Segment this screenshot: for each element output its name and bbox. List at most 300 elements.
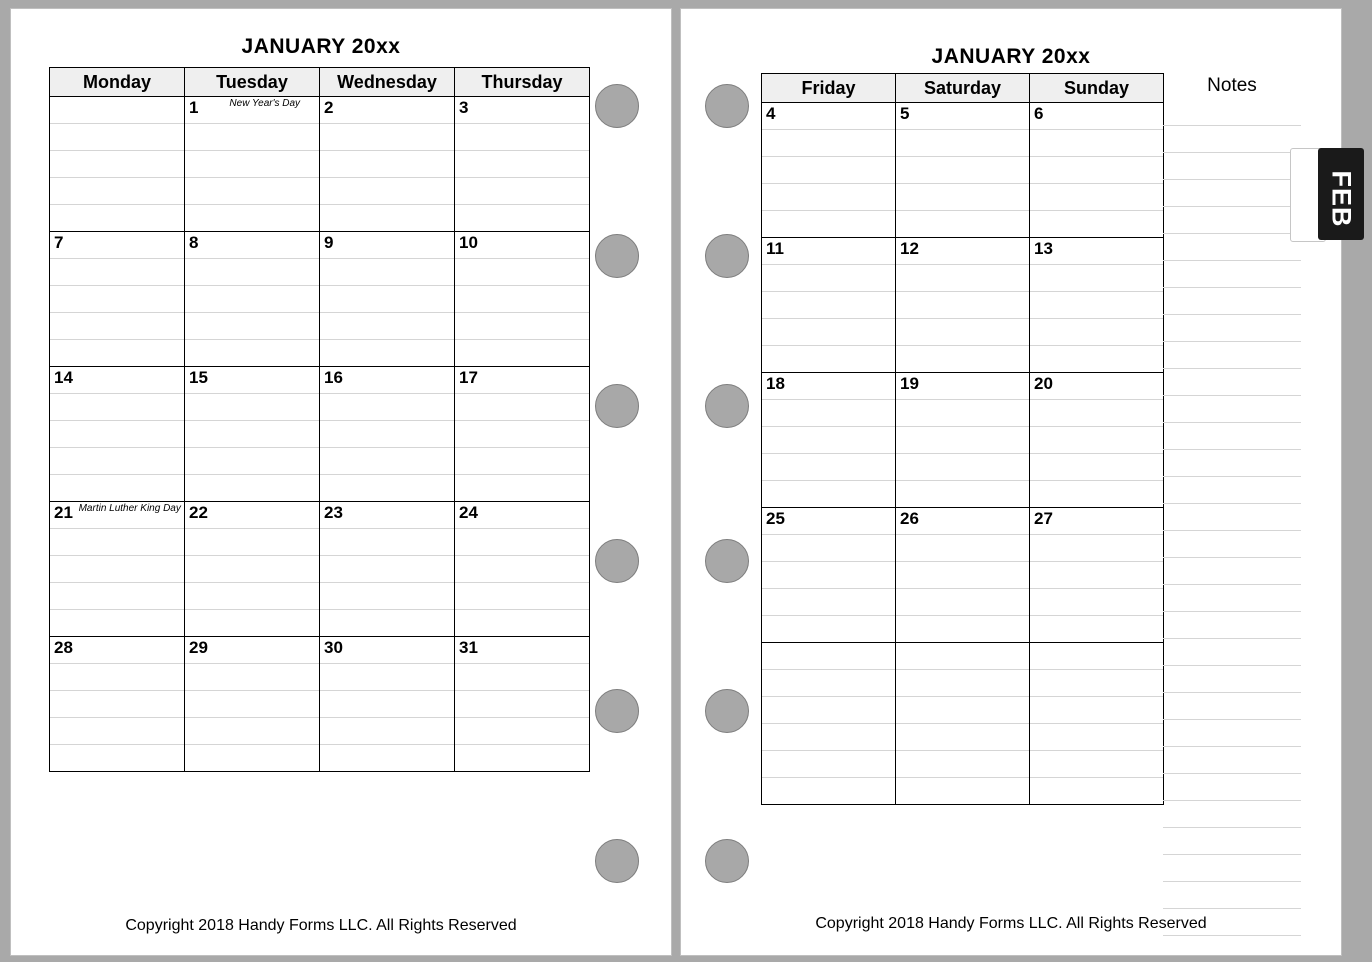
day-cell[interactable] — [50, 637, 185, 664]
write-line[interactable] — [50, 340, 185, 367]
day-number: 24 — [459, 503, 478, 522]
day-cell[interactable] — [1030, 508, 1164, 535]
write-line[interactable] — [762, 346, 896, 373]
note-line[interactable] — [1163, 774, 1301, 801]
day-cell[interactable] — [185, 367, 320, 394]
table-row — [762, 616, 1164, 643]
day-cell[interactable] — [320, 97, 455, 124]
write-line[interactable] — [896, 589, 1030, 616]
note-line[interactable] — [1163, 450, 1301, 477]
write-line[interactable] — [896, 562, 1030, 589]
left-header-row — [50, 68, 590, 97]
table-row — [762, 778, 1164, 805]
write-line[interactable] — [762, 535, 896, 562]
table-row — [50, 421, 590, 448]
write-line[interactable] — [185, 745, 320, 772]
table-row — [762, 724, 1164, 751]
write-line[interactable] — [50, 610, 185, 637]
table-row — [762, 184, 1164, 211]
write-line[interactable] — [896, 319, 1030, 346]
write-line[interactable] — [50, 151, 185, 178]
binder-hole — [705, 84, 749, 128]
day-cell[interactable] — [185, 502, 320, 529]
table-row — [762, 211, 1164, 238]
day-cell[interactable] — [185, 232, 320, 259]
day-number: 1 — [189, 98, 199, 117]
write-line[interactable] — [896, 751, 1030, 778]
day-number: 26 — [900, 509, 919, 528]
write-line[interactable] — [455, 259, 590, 286]
table-row — [762, 454, 1164, 481]
write-line[interactable] — [320, 394, 455, 421]
write-line[interactable] — [762, 265, 896, 292]
write-line[interactable] — [1030, 184, 1164, 211]
write-line[interactable] — [1030, 724, 1164, 751]
write-line[interactable] — [320, 286, 455, 313]
write-line[interactable] — [455, 178, 590, 205]
write-line[interactable] — [1030, 346, 1164, 373]
write-line[interactable] — [896, 157, 1030, 184]
write-line[interactable] — [185, 691, 320, 718]
left-planner-page — [10, 8, 672, 956]
table-row — [762, 373, 1164, 400]
right-calendar-table — [761, 73, 1164, 805]
write-line[interactable] — [455, 556, 590, 583]
column-header-thursday: Thursday — [455, 68, 590, 97]
table-row — [762, 103, 1164, 130]
day-cell[interactable] — [455, 97, 590, 124]
write-line[interactable] — [1030, 670, 1164, 697]
note-line[interactable] — [1163, 342, 1301, 369]
note-line[interactable] — [1163, 882, 1301, 909]
write-line[interactable] — [50, 745, 185, 772]
note-line[interactable] — [1163, 531, 1301, 558]
write-line[interactable] — [762, 670, 896, 697]
day-cell[interactable] — [50, 502, 185, 529]
left-copyright: Copyright 2018 Handy Forms LLC. All Rights Reserved — [125, 917, 517, 934]
table-row — [50, 637, 590, 664]
table-row — [762, 481, 1164, 508]
write-line[interactable] — [320, 583, 455, 610]
write-line[interactable] — [185, 394, 320, 421]
write-line[interactable] — [320, 421, 455, 448]
table-row — [762, 265, 1164, 292]
column-header-sunday: Sunday — [1030, 74, 1164, 103]
write-line[interactable] — [896, 670, 1030, 697]
write-line[interactable] — [762, 778, 896, 805]
day-cell[interactable] — [50, 367, 185, 394]
table-row — [50, 367, 590, 394]
write-line[interactable] — [320, 178, 455, 205]
note-line[interactable] — [1163, 423, 1301, 450]
binder-hole — [595, 384, 639, 428]
write-line[interactable] — [455, 313, 590, 340]
day-number: 22 — [189, 503, 208, 522]
note-line[interactable] — [1163, 153, 1301, 180]
table-row — [50, 610, 590, 637]
binder-hole — [595, 839, 639, 883]
day-number — [896, 655, 900, 656]
write-line[interactable] — [455, 340, 590, 367]
write-line[interactable] — [455, 205, 590, 232]
write-line[interactable] — [1030, 319, 1164, 346]
note-line[interactable] — [1163, 558, 1301, 585]
write-line[interactable] — [762, 751, 896, 778]
day-number — [762, 655, 766, 656]
write-line[interactable] — [320, 313, 455, 340]
write-line[interactable] — [455, 394, 590, 421]
write-line[interactable] — [320, 745, 455, 772]
write-line[interactable] — [1030, 751, 1164, 778]
day-cell[interactable] — [50, 232, 185, 259]
write-line[interactable] — [896, 778, 1030, 805]
day-cell[interactable] — [320, 637, 455, 664]
write-line[interactable] — [762, 724, 896, 751]
write-line[interactable] — [50, 259, 185, 286]
day-number: 6 — [1034, 104, 1044, 123]
write-line[interactable] — [455, 691, 590, 718]
write-line[interactable] — [1030, 589, 1164, 616]
write-line[interactable] — [1030, 130, 1164, 157]
day-number: 11 — [766, 239, 784, 258]
day-cell[interactable] — [1030, 103, 1164, 130]
day-number: 8 — [189, 233, 199, 252]
write-line[interactable] — [455, 448, 590, 475]
write-line[interactable] — [185, 286, 320, 313]
write-line[interactable] — [50, 448, 185, 475]
write-line[interactable] — [762, 454, 896, 481]
write-line[interactable] — [320, 610, 455, 637]
note-line[interactable] — [1163, 234, 1301, 261]
table-row — [50, 448, 590, 475]
day-cell[interactable] — [1030, 238, 1164, 265]
write-line[interactable] — [762, 562, 896, 589]
note-line[interactable] — [1163, 315, 1301, 342]
write-line[interactable] — [1030, 454, 1164, 481]
day-number: 17 — [459, 368, 478, 387]
note-line[interactable] — [1163, 99, 1301, 126]
day-cell[interactable] — [320, 502, 455, 529]
day-number: 27 — [1034, 509, 1053, 528]
day-number: 29 — [189, 638, 208, 657]
write-line[interactable] — [1030, 400, 1164, 427]
day-cell[interactable] — [455, 502, 590, 529]
write-line[interactable] — [320, 664, 455, 691]
table-row — [762, 562, 1164, 589]
table-row — [762, 400, 1164, 427]
write-line[interactable] — [1030, 481, 1164, 508]
write-line[interactable] — [896, 427, 1030, 454]
table-row — [50, 691, 590, 718]
day-number: 15 — [189, 368, 208, 387]
note-line[interactable] — [1163, 369, 1301, 396]
write-line[interactable] — [896, 724, 1030, 751]
note-line[interactable] — [1163, 585, 1301, 612]
write-line[interactable] — [896, 346, 1030, 373]
note-line[interactable] — [1163, 477, 1301, 504]
table-row — [762, 319, 1164, 346]
day-cell[interactable] — [455, 367, 590, 394]
binder-hole — [705, 689, 749, 733]
table-row — [50, 97, 590, 124]
write-line[interactable] — [320, 340, 455, 367]
write-line[interactable] — [1030, 292, 1164, 319]
write-line[interactable] — [50, 475, 185, 502]
day-number: 7 — [54, 233, 64, 252]
write-line[interactable] — [762, 292, 896, 319]
write-line[interactable] — [896, 292, 1030, 319]
day-number — [1030, 655, 1034, 656]
day-cell[interactable] — [455, 232, 590, 259]
write-line[interactable] — [455, 745, 590, 772]
write-line[interactable] — [185, 718, 320, 745]
day-number: 9 — [324, 233, 334, 252]
day-cell[interactable] — [185, 637, 320, 664]
note-line[interactable] — [1163, 126, 1301, 153]
day-cell[interactable] — [320, 367, 455, 394]
day-number: 13 — [1034, 239, 1053, 258]
day-number: 3 — [459, 98, 469, 117]
table-row — [50, 529, 590, 556]
write-line[interactable] — [1030, 616, 1164, 643]
write-line[interactable] — [1030, 778, 1164, 805]
note-line[interactable] — [1163, 720, 1301, 747]
note-line[interactable] — [1163, 801, 1301, 828]
binder-hole — [595, 689, 639, 733]
write-line[interactable] — [50, 583, 185, 610]
write-line[interactable] — [762, 319, 896, 346]
write-line[interactable] — [50, 421, 185, 448]
write-line[interactable] — [762, 697, 896, 724]
write-line[interactable] — [50, 124, 185, 151]
day-cell[interactable] — [762, 643, 896, 670]
day-number: 23 — [324, 503, 343, 522]
write-line[interactable] — [185, 340, 320, 367]
day-cell[interactable] — [1030, 373, 1164, 400]
write-line[interactable] — [455, 664, 590, 691]
note-line[interactable] — [1163, 396, 1301, 423]
write-line[interactable] — [185, 556, 320, 583]
day-cell[interactable] — [896, 508, 1030, 535]
write-line[interactable] — [1030, 211, 1164, 238]
day-number: 21 — [54, 503, 73, 522]
write-line[interactable] — [896, 481, 1030, 508]
day-cell[interactable] — [320, 232, 455, 259]
column-header-monday: Monday — [50, 68, 185, 97]
write-line[interactable] — [1030, 562, 1164, 589]
day-cell[interactable] — [896, 238, 1030, 265]
write-line[interactable] — [50, 286, 185, 313]
write-line[interactable] — [185, 124, 320, 151]
write-line[interactable] — [455, 151, 590, 178]
write-line[interactable] — [50, 313, 185, 340]
day-cell[interactable] — [762, 238, 896, 265]
write-line[interactable] — [185, 313, 320, 340]
write-line[interactable] — [762, 427, 896, 454]
write-line[interactable] — [1030, 157, 1164, 184]
write-line[interactable] — [762, 130, 896, 157]
write-line[interactable] — [320, 259, 455, 286]
write-line[interactable] — [320, 205, 455, 232]
note-line[interactable] — [1163, 612, 1301, 639]
table-row — [50, 475, 590, 502]
write-line[interactable] — [896, 130, 1030, 157]
table-row — [50, 394, 590, 421]
write-line[interactable] — [320, 448, 455, 475]
day-cell[interactable] — [896, 103, 1030, 130]
note-line[interactable] — [1163, 288, 1301, 315]
day-number: 20 — [1034, 374, 1053, 393]
day-number: 16 — [324, 368, 343, 387]
day-number: 10 — [459, 233, 478, 252]
write-line[interactable] — [320, 475, 455, 502]
write-line[interactable] — [455, 529, 590, 556]
table-row — [50, 259, 590, 286]
right-planner-page — [680, 8, 1342, 956]
binder-hole — [595, 84, 639, 128]
write-line[interactable] — [185, 205, 320, 232]
write-line[interactable] — [50, 205, 185, 232]
month-tab-feb[interactable] — [1318, 148, 1364, 240]
right-page-title: JANUARY 20xx — [931, 45, 1091, 68]
day-cell[interactable] — [455, 637, 590, 664]
table-row — [762, 427, 1164, 454]
write-line[interactable] — [320, 691, 455, 718]
write-line[interactable] — [762, 184, 896, 211]
table-row — [50, 232, 590, 259]
write-line[interactable] — [896, 184, 1030, 211]
day-number: 18 — [766, 374, 785, 393]
day-number: 12 — [900, 239, 919, 258]
write-line[interactable] — [50, 394, 185, 421]
column-header-wednesday: Wednesday — [320, 68, 455, 97]
write-line[interactable] — [185, 610, 320, 637]
note-line[interactable] — [1163, 747, 1301, 774]
write-line[interactable] — [896, 211, 1030, 238]
note-line[interactable] — [1163, 855, 1301, 882]
write-line[interactable] — [185, 583, 320, 610]
write-line[interactable] — [455, 718, 590, 745]
write-line[interactable] — [1030, 697, 1164, 724]
table-row — [762, 292, 1164, 319]
table-row — [50, 340, 590, 367]
notes-column — [1163, 73, 1301, 936]
write-line[interactable] — [762, 616, 896, 643]
write-line[interactable] — [762, 589, 896, 616]
write-line[interactable] — [50, 718, 185, 745]
write-line[interactable] — [185, 529, 320, 556]
day-cell[interactable] — [896, 373, 1030, 400]
table-row — [50, 718, 590, 745]
write-line[interactable] — [762, 481, 896, 508]
table-row — [762, 697, 1164, 724]
table-row — [50, 664, 590, 691]
write-line[interactable] — [185, 151, 320, 178]
write-line[interactable] — [896, 616, 1030, 643]
note-line[interactable] — [1163, 639, 1301, 666]
holiday-label: New Year's Day — [229, 98, 301, 109]
day-cell[interactable] — [762, 103, 896, 130]
note-line[interactable] — [1163, 180, 1301, 207]
write-line[interactable] — [455, 475, 590, 502]
write-line[interactable] — [320, 718, 455, 745]
write-line[interactable] — [896, 454, 1030, 481]
left-calendar-table — [49, 67, 590, 772]
binder-hole — [705, 234, 749, 278]
day-cell[interactable] — [762, 373, 896, 400]
write-line[interactable] — [185, 664, 320, 691]
write-line[interactable] — [455, 421, 590, 448]
write-line[interactable] — [320, 529, 455, 556]
binder-hole — [705, 539, 749, 583]
write-line[interactable] — [50, 691, 185, 718]
day-cell[interactable] — [896, 643, 1030, 670]
column-header-saturday: Saturday — [896, 74, 1030, 103]
holiday-label: Martin Luther King Day — [78, 503, 181, 514]
table-row — [762, 589, 1164, 616]
write-line[interactable] — [762, 211, 896, 238]
note-line[interactable] — [1163, 504, 1301, 531]
write-line[interactable] — [50, 556, 185, 583]
write-line[interactable] — [896, 697, 1030, 724]
table-row — [762, 751, 1164, 778]
write-line[interactable] — [185, 178, 320, 205]
write-line[interactable] — [455, 286, 590, 313]
day-cell[interactable] — [1030, 643, 1164, 670]
write-line[interactable] — [320, 556, 455, 583]
write-line[interactable] — [1030, 427, 1164, 454]
day-cell[interactable] — [762, 508, 896, 535]
write-line[interactable] — [455, 124, 590, 151]
write-line[interactable] — [185, 448, 320, 475]
note-line[interactable] — [1163, 207, 1301, 234]
day-cell[interactable] — [50, 97, 185, 124]
table-row — [50, 745, 590, 772]
day-number: 19 — [900, 374, 919, 393]
write-line[interactable] — [896, 400, 1030, 427]
write-line[interactable] — [1030, 535, 1164, 562]
write-line[interactable] — [762, 157, 896, 184]
table-row — [762, 238, 1164, 265]
day-number: 31 — [459, 638, 478, 657]
write-line[interactable] — [455, 583, 590, 610]
day-cell[interactable] — [185, 97, 320, 124]
write-line[interactable] — [185, 475, 320, 502]
write-line[interactable] — [185, 259, 320, 286]
write-line[interactable] — [185, 421, 320, 448]
write-line[interactable] — [320, 124, 455, 151]
write-line[interactable] — [896, 535, 1030, 562]
binder-hole — [595, 539, 639, 583]
write-line[interactable] — [896, 265, 1030, 292]
write-line[interactable] — [50, 178, 185, 205]
write-line[interactable] — [50, 529, 185, 556]
write-line[interactable] — [50, 664, 185, 691]
left-page-title: JANUARY 20xx — [241, 35, 401, 58]
write-line[interactable] — [320, 151, 455, 178]
note-line[interactable] — [1163, 828, 1301, 855]
note-line[interactable] — [1163, 693, 1301, 720]
write-line[interactable] — [762, 400, 896, 427]
binder-hole — [705, 839, 749, 883]
note-line[interactable] — [1163, 261, 1301, 288]
column-header-friday: Friday — [762, 74, 896, 103]
write-line[interactable] — [1030, 265, 1164, 292]
table-row — [762, 535, 1164, 562]
note-line[interactable] — [1163, 666, 1301, 693]
month-tab-label: FEB — [1326, 170, 1357, 228]
write-line[interactable] — [455, 610, 590, 637]
